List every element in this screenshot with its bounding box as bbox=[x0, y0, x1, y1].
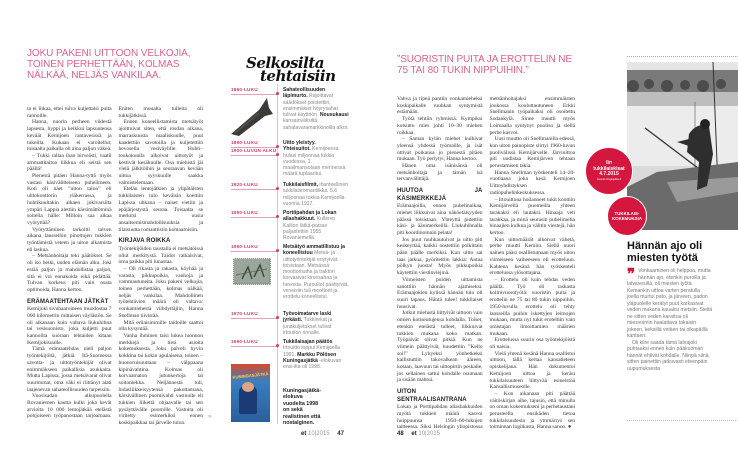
timeline-label: 1890-LUKU bbox=[231, 140, 277, 148]
timeline-marker bbox=[276, 344, 279, 347]
timeline-entry-title: Uitto yleistyy. bbox=[283, 140, 316, 146]
sidebar-headline: Hännän ajo oli miesten työtä bbox=[627, 240, 703, 264]
timeline-label: 1990-LUKU bbox=[231, 339, 277, 347]
timeline-entry bbox=[283, 210, 349, 241]
section-heading: HUUTOA JA KÄSIMERKKEJÄ bbox=[397, 188, 483, 202]
timeline-label: 1900-LUVUN ALKU bbox=[231, 148, 277, 156]
quote-icon: ❞ bbox=[627, 265, 636, 283]
timeline-entry-title: Metsätyö ammatillistuu ja koneellistuu bbox=[283, 244, 345, 257]
timeline-marker bbox=[276, 153, 279, 156]
body-paragraph: Vielä yhtenä kesänä Hanna osallistui uittoon, tällä kertaa kansatieteen opiskelijana. Hän dokumentoi Kemijoen uittoa ja keräsi tukkilaisuuteen liittyvää esineistöä Kansallismuseolle. bbox=[489, 350, 575, 391]
timeline-title-line2: tehtaisiin bbox=[260, 67, 336, 85]
body-paragraph: Hanna Snellman työskenteli 14–20-vuotiaana joka kesä Kemijoen Uittoyhdistyksen radiopuhelinkeskuksessa. bbox=[489, 169, 575, 196]
section-heading: KIRJAVA ROIKKA bbox=[118, 238, 171, 245]
sidebar-paragraph: Oli kiire saada tämä latvajoki puhtaaksi ennen kuin pääkuoman hännät ehtivät kohdalle. Niinpä siinä sitten painettiin jatkuvasti eteenpäin uupumuksesta bbox=[627, 339, 709, 372]
right-page-headline: ”SUORISTIN PUITA JA EROTTELIN NE 75 TAI 80 TUKIN NIPPUIHIN.” bbox=[397, 54, 572, 76]
body-paragraph: Kun uittomäärät alkoivat vähetä, perhe muutti Kemiin. Siellä nuori nainen pääsi osallistumaan myös uiton viimeiseen vaiheeseen eli erotteluun. Kahtena kesänä hän työskenteli erottelussa ylösottajana. bbox=[489, 236, 575, 277]
body-paragraph: Jos puut ruuhkautuivat ja uitto piti keskeyttää, kaikki nostettiin polkittain pään päälle merkiksi. Kun uitto sai taas jatkua, pyöritettiin lakkia: Antaa pölkyn juosta! Myös pikkupoikia käytettiin viestinviejinä. bbox=[397, 236, 483, 277]
timeline-entry bbox=[283, 87, 349, 131]
continue-mark: » bbox=[208, 414, 212, 420]
timeline-label: 1920-LUKU bbox=[231, 182, 277, 190]
event-line1: Iin bbox=[606, 159, 612, 166]
body-paragraph: Erottelussa suurin osa työntekijöistä oli naisia. bbox=[489, 337, 575, 351]
timeline-axis bbox=[277, 84, 278, 424]
right-body-text bbox=[397, 96, 575, 431]
magazine-name: et bbox=[301, 431, 307, 437]
body-paragraph: Vyöryttäminen tarkoitti talven aikana lansseihin pinottujen tukkien työntämistä veteen ja uiton alkamista eli laskua. bbox=[27, 226, 112, 253]
body-paragraph: – Metsänhoitaja teki päätökset. Se oli iso hetki, uuden elämän alku. Joki estää paljon ja mahdollistaa paljon, sitä ei voi ennakoida eikä pidättää. Tulvan korkeus piti vain osata optimoida, Hanna kertoo. bbox=[27, 253, 112, 293]
timeline-entry-text: Rajoittavat säädökset poistettiin, ensimmäiset höyrysahat tulivat käyttöön. bbox=[283, 93, 338, 119]
body-paragraph: Jotkut miehistä liittyivät uittoon vain omien kotiseutujensa kohdalla. Toiset, etenkin etelästä tulleet, liikkuivat tukkien mukana koko matkan. Työpäivät olivat pitkiä. Kun ne viimein päättyivät, huudettiin ”Kello soi!” Lyhyeksi yönhetkeksi kallistuttiin takovalkean ääreen, kotaan, laavuun tai uittopirtin peskalle, jos sellainen sattui kohdalle osumaan ja sisään mahtui. bbox=[397, 310, 483, 384]
poster-title: KUNINGASJÄTKÄ bbox=[232, 371, 269, 380]
section-badge: TUKKILAIS-KOKEMUKSIA bbox=[607, 196, 647, 236]
timeline-entry-text: Irtouitto loppui Kemijoella 1991. bbox=[283, 345, 340, 358]
body-paragraph: Erämaajoilla, ennen puhelinaikaa, miehet liikkuivat aina näköetäisyyden päässä toisistaan. Yhteyttä pidettiin käsi- ja äänimerkeillä. Liukuhihnalla piti koordinoinnin pelata! bbox=[397, 203, 483, 236]
timeline-label: 1960-LUKU bbox=[231, 244, 277, 252]
sidebar-body bbox=[627, 265, 713, 372]
issue-number: 10|2015 bbox=[308, 431, 330, 437]
left-page-headline: JOKU PAKENI UITTOON VELKOJIA, TOINEN PERHETTÄÄN, KOLMAS NÄLKÄÄ, NELJÄS VANKILAA. bbox=[27, 48, 191, 81]
body-paragraph: Mitä erilaisimmille taidoille saattoi olla kysyntää. bbox=[118, 319, 203, 333]
body-paragraph: Työtä tehtiin ryhmissä. Kympiksi kutsuttu mies johti 10–30 miehen roikkaa. bbox=[397, 116, 483, 136]
stamp-image bbox=[233, 258, 271, 285]
event-url[interactable]: www.kuningasjatka.fi bbox=[596, 177, 622, 181]
section-heading: ERÄMAATEHTAAN JÄTKÄT bbox=[27, 298, 109, 305]
body-paragraph: Hanna, nuorin perheen viidestä lapsesta, hyppi ja keikkui lapsuutensa keväät Kemijoen rantavesissä ja tukeilla. Kukaan ei varoitellut; toisaalta paikalla oli aina paljon väkeä. bbox=[27, 119, 112, 153]
body-paragraph: Vuosisadan alkupuolella Rovaniemen kautta kulki joka kevät arviolta 10 000 lentojätkää etelästä pohjoiseen työpanostaan tarjoamaan. Eniten muualta tulleita oli tukkijätkissä. bbox=[27, 106, 203, 420]
timeline-label: 1950-LUKU bbox=[231, 210, 277, 218]
timeline-entry-title: Yhteisuitot. bbox=[283, 146, 311, 153]
poster-caption: Kuningasjätkä-elokuva vuodelta 1998 on sekä realistinen että nostalginen. bbox=[283, 388, 321, 427]
page-number: 48 bbox=[397, 431, 404, 437]
body-paragraph: – Tukki rallaa ihan hirveästi, vaatii ammattitaitoa liikkua eli seistä sen päällä! bbox=[27, 152, 112, 173]
timeline-entry-text: Kemijoessa hulasi miljoonaa tukkia vuodessa, 1. maailmansotaan mennessä määrä tuplaantui. bbox=[283, 146, 346, 178]
timeline-entry bbox=[283, 182, 349, 207]
left-page-footer bbox=[301, 431, 344, 437]
timeline-entry-text: ihanteellinen tukkilaisromantiikka. 5,6 miljoonaa tukkia Kemijoella vuonna 1927. bbox=[283, 182, 349, 207]
timeline-entry-text: kansainvälisiltä sahatavaramarkkinoilla alkoi. bbox=[283, 118, 349, 131]
event-badge bbox=[585, 147, 633, 195]
timeline-entry-title: Työvoimatarve laski jyrkästi. bbox=[283, 311, 332, 324]
timeline-entry-title: Sahateollisuuden läpimurto. bbox=[283, 87, 326, 100]
timeline-marker bbox=[276, 316, 279, 319]
sidebar-paragraph: Vonkaaminen oli helppoa, mutta hännän ajo, etenkin puroilla ja latvavesillä, oli miesten työtä. Kemankin uittoa varten peratulla joella murtui pato, ja järveen, padon yläpuolelle kerätyt puut karkasivat veden mukana kauaksi metsiin. Sieltä ne sitten veden karattua oli miesvoimin haalattava takaisin jokeen, keksillä vetäen tai olkapäillä kantaen. bbox=[627, 268, 713, 339]
magazine-name: et bbox=[411, 431, 417, 437]
body-paragraph: Lokan ja Porttipahdan allashakkuiden myötä tukkien määrä kasvoi huippuunsa 1950–60-lukujen taitteessa. Siksi Helsingin yliopistossa metsänhoitajaksi ensimmäisten joukossa kouluttautuneen Erkki Snellmanin työpaikaksi oli osoitettu Sodankylä. Sinne muutti myös Loimaalla syntynyt puoliso ja siellä perhe kasvoi. bbox=[397, 96, 575, 431]
timeline-entry bbox=[283, 311, 349, 336]
section-heading: UITON SENTRAALISANTRANA bbox=[397, 389, 467, 403]
event-line2: tukkilaiskisat bbox=[593, 165, 625, 172]
timeline-marker bbox=[276, 249, 279, 252]
timeline-label: 1970-LUKU bbox=[231, 311, 277, 319]
movie-poster bbox=[231, 364, 270, 422]
timeline-entry-text: Tukkirekat ja junakuljetukset tulivat irtouiton rinnalle. bbox=[283, 317, 333, 336]
timeline-entry-text: Kullervo Kallion lätkä-patsas paljastettiin 1955 Rovaniemellä. bbox=[283, 216, 336, 242]
timeline-entry-title: Porttipahdan ja Lokan allashakkuut. bbox=[283, 210, 337, 223]
body-paragraph: Tämä erämaatehdas nieli paljon työntekijöitä, jätkiä. Itä-Suomessa savotta- ja uittotyöntekijät olivat enimmäkseen paikallisia asukkaita. Mutta Lapissa, jossa metsävarat olivat suurimmat, oma väki ei riittänyt alati laajenevan sahateollisuuden tarpeisiin. bbox=[27, 346, 112, 393]
page-number: 47 bbox=[337, 431, 344, 437]
event-date: 4.7.2015 bbox=[599, 171, 619, 178]
timeline-entry-title: Tukkilaisfilmit, bbox=[283, 182, 319, 188]
body-paragraph: – Saman kylän miehet kulkivat yleensä yhdessä työmaille, ja isät ottivat poikansa jo pienestä pitäen mukaan. Työ periytyi, Hanna kertoo. bbox=[397, 136, 483, 163]
body-paragraph: ta ei liikaa, ettei tulva kuljettaisi puita rannoille. bbox=[27, 106, 112, 119]
body-paragraph: Etelän lentojätkien ja ylipätäisten tukkilaisten tulo keväisin koettiin Lapissa uhkana – naiset vietiin ja epäjärjestystä seuraa. Toisaalta se merkitsi uusia ansaitsemismahdollisuuksia ja tilaisuutta romanttisiin kohtaamisiin. bbox=[118, 186, 203, 233]
timeline-entry-title: Nousukausi bbox=[319, 112, 349, 119]
timeline-entry-title: Markku Pölösen Kuningasjätkä bbox=[283, 351, 337, 364]
body-paragraph: Pienestä pitäen Hanna-tyttö myös vastasi käsivälitteiseen puhelimeen. Koti oli näet ”uiton talon” eli uittokonttorin yläkerrassa, ja huhtikuultakin alkaen jokivarsilta ympäri Lappia alettiin kärsimättöminä soitella hälle: Milloin saa alkaa vyöryttää? bbox=[27, 173, 112, 226]
body-paragraph: Viimeisten puiden uittamista sanottiin hännän ajamiseksi. Erämaajokien kylissä hännän tulo oli suuri tapaus. Häntä tulee! tukkilaiset huusivat. bbox=[397, 276, 483, 310]
body-paragraph: – Irtouittona hoilanneet tukit koottiin Kemijärvellä puomeilla yhteen tarakaksi eli lautaksi. Hinaaja veti tarakkaa, ja minä seurasin puhelimella hinaajien kulkua ja välitin viestejä, hän kertoo. bbox=[489, 196, 575, 237]
timeline-marker bbox=[276, 187, 279, 190]
timeline-entry-title: Tukkilaisajan päätös bbox=[283, 339, 333, 345]
timeline-title-line1: Selkosilta bbox=[246, 54, 324, 72]
body-paragraph: Hänen oma isänisänsä oli metsänhoitaja ja tämän isä tervanvälittäjä. bbox=[397, 163, 483, 183]
timeline-entry bbox=[283, 339, 349, 370]
body-paragraph: – Oli rikasta ja rakasta, köyhää ja varasta, pikkupoikia, vanhoja ja vammautuneita. Joku pakeni velkojia, toinen perhettään, kolmas nälkää, neljäs vankilaa. Mahdollinen työtehtävien määrä oli valtava: vonkamiehestä viihdyttäjiin, Hanna Snellman tiivistää. bbox=[118, 265, 203, 319]
timeline-title bbox=[246, 54, 336, 85]
timeline-entry-text: Metsä- ja uittotyöntekijät eriytyivät toisistaan. Metsässä moottorisaha ja traktori korvasivat kirvesahaa ja hevosta. Purouitot päättyivät, veneisiin tuli moottorit ja erottelu koneellistui. bbox=[283, 250, 349, 301]
body-paragraph: Vahva ja ripeä pantiin vonkamieheksi koskipaikalle ruuhkan syntymistä estämään. bbox=[397, 96, 483, 116]
body-paragraph: Kemijoki sivuhaaroineen muodostaa 7 000 kilometrin mittaisen väylästön. Se oli aikanaan kuin valtava liukuhihna tai vesisuonisto, joka kuljetti puut kannoilta suoraan tehtaiden kitaan Kemijokisuulle. bbox=[27, 306, 112, 346]
body-paragraph: – Kun aikanaan piti päättää väitöskirjan aihe, tajusin, että minulla on oman kokemukseni ja perhetaustani perusteella ensikäden tietoa tukkilaisuudesta ja ymmärrys sen toiminnan logiikasta, Hanna sanoo. ● bbox=[489, 390, 575, 431]
body-paragraph: Ennen koneellistamista metsätyöt ajoittuivat siten, että rosdan aikana, marraskuusta maaliskuulle, puut kaadettiin savotoilla ja kuljetettiin hevosella vesiväylille. Huhti–toukokuulla alkoivat uittotyöt ja kestivät kesäkuulle. Osa miehistä jäi vielä jälkitöihin ja seuraavan kevään uittoa syyskuulle saakka valmistelemaan. bbox=[118, 119, 203, 186]
timeline-entry-text: -elokuvan ensi-ilta oli 1998. bbox=[283, 357, 342, 371]
timeline-label: 1860-LUKU bbox=[231, 87, 277, 95]
timeline-marker bbox=[276, 215, 279, 218]
body-paragraph: – Erottelu oli kuin tehdas veden päällä. Työ oli raskasta kolmivuorotyötä: suoristin puita ja erottelin ne 75 tai 80 tukin nippuihin. 1950-luvulla erottelu oli tehty lansseilla puihin iskettyjen leimojen mukaan, mutta nyt tukit eroteltiin vain omistajan ilmoittamien määrien mukaan. bbox=[489, 276, 575, 337]
log-image bbox=[229, 96, 275, 138]
timeline-entry bbox=[283, 244, 349, 301]
left-body-text bbox=[27, 106, 203, 427]
right-page-footer bbox=[397, 431, 440, 437]
photo-rule bbox=[627, 56, 738, 57]
body-paragraph: Uusi muutto oli Snellmanilla edessä, kun uiton painopiste siirtyi 1960-luvun puolivälissä Kemijärvelle. Järviuittoa piti uudistaa Kemijärven tehtaan perustamisen takia. bbox=[489, 136, 575, 170]
timeline-entry bbox=[283, 140, 349, 178]
sidebar-divider bbox=[627, 420, 738, 421]
timeline-marker bbox=[276, 92, 279, 95]
body-paragraph: Työntekijöiden taustalla ei metsätöissä ollut merkitystä. Taidot ratkaisivat, oma paikka piti lunastaa. bbox=[118, 245, 203, 266]
issue-number: 10|2015 bbox=[418, 431, 440, 437]
body-paragraph: Vanha ihminen taisi lukea luonnon merkkejä ja tiesi asioita kokemuksesta. Joku palveli hyvin kokkina tai kokin apulaisena, toinen – huonoruisuuttaan – välppaana kipinävahtina. Kolmas oli korvaamaton jutunkertoja tai soitoniekka. Neljännestä tuli, hidasliikkeisyytensä pakottamana, kärsivällinen puomivahti vastuulle eli tukkien liikettä ohjaavalle tai sen pysäyttävälle puomille. Vastuita oli viritetty esimerkiksi ennen koskipaikkaa tai järvelle tuloa. bbox=[118, 333, 203, 427]
